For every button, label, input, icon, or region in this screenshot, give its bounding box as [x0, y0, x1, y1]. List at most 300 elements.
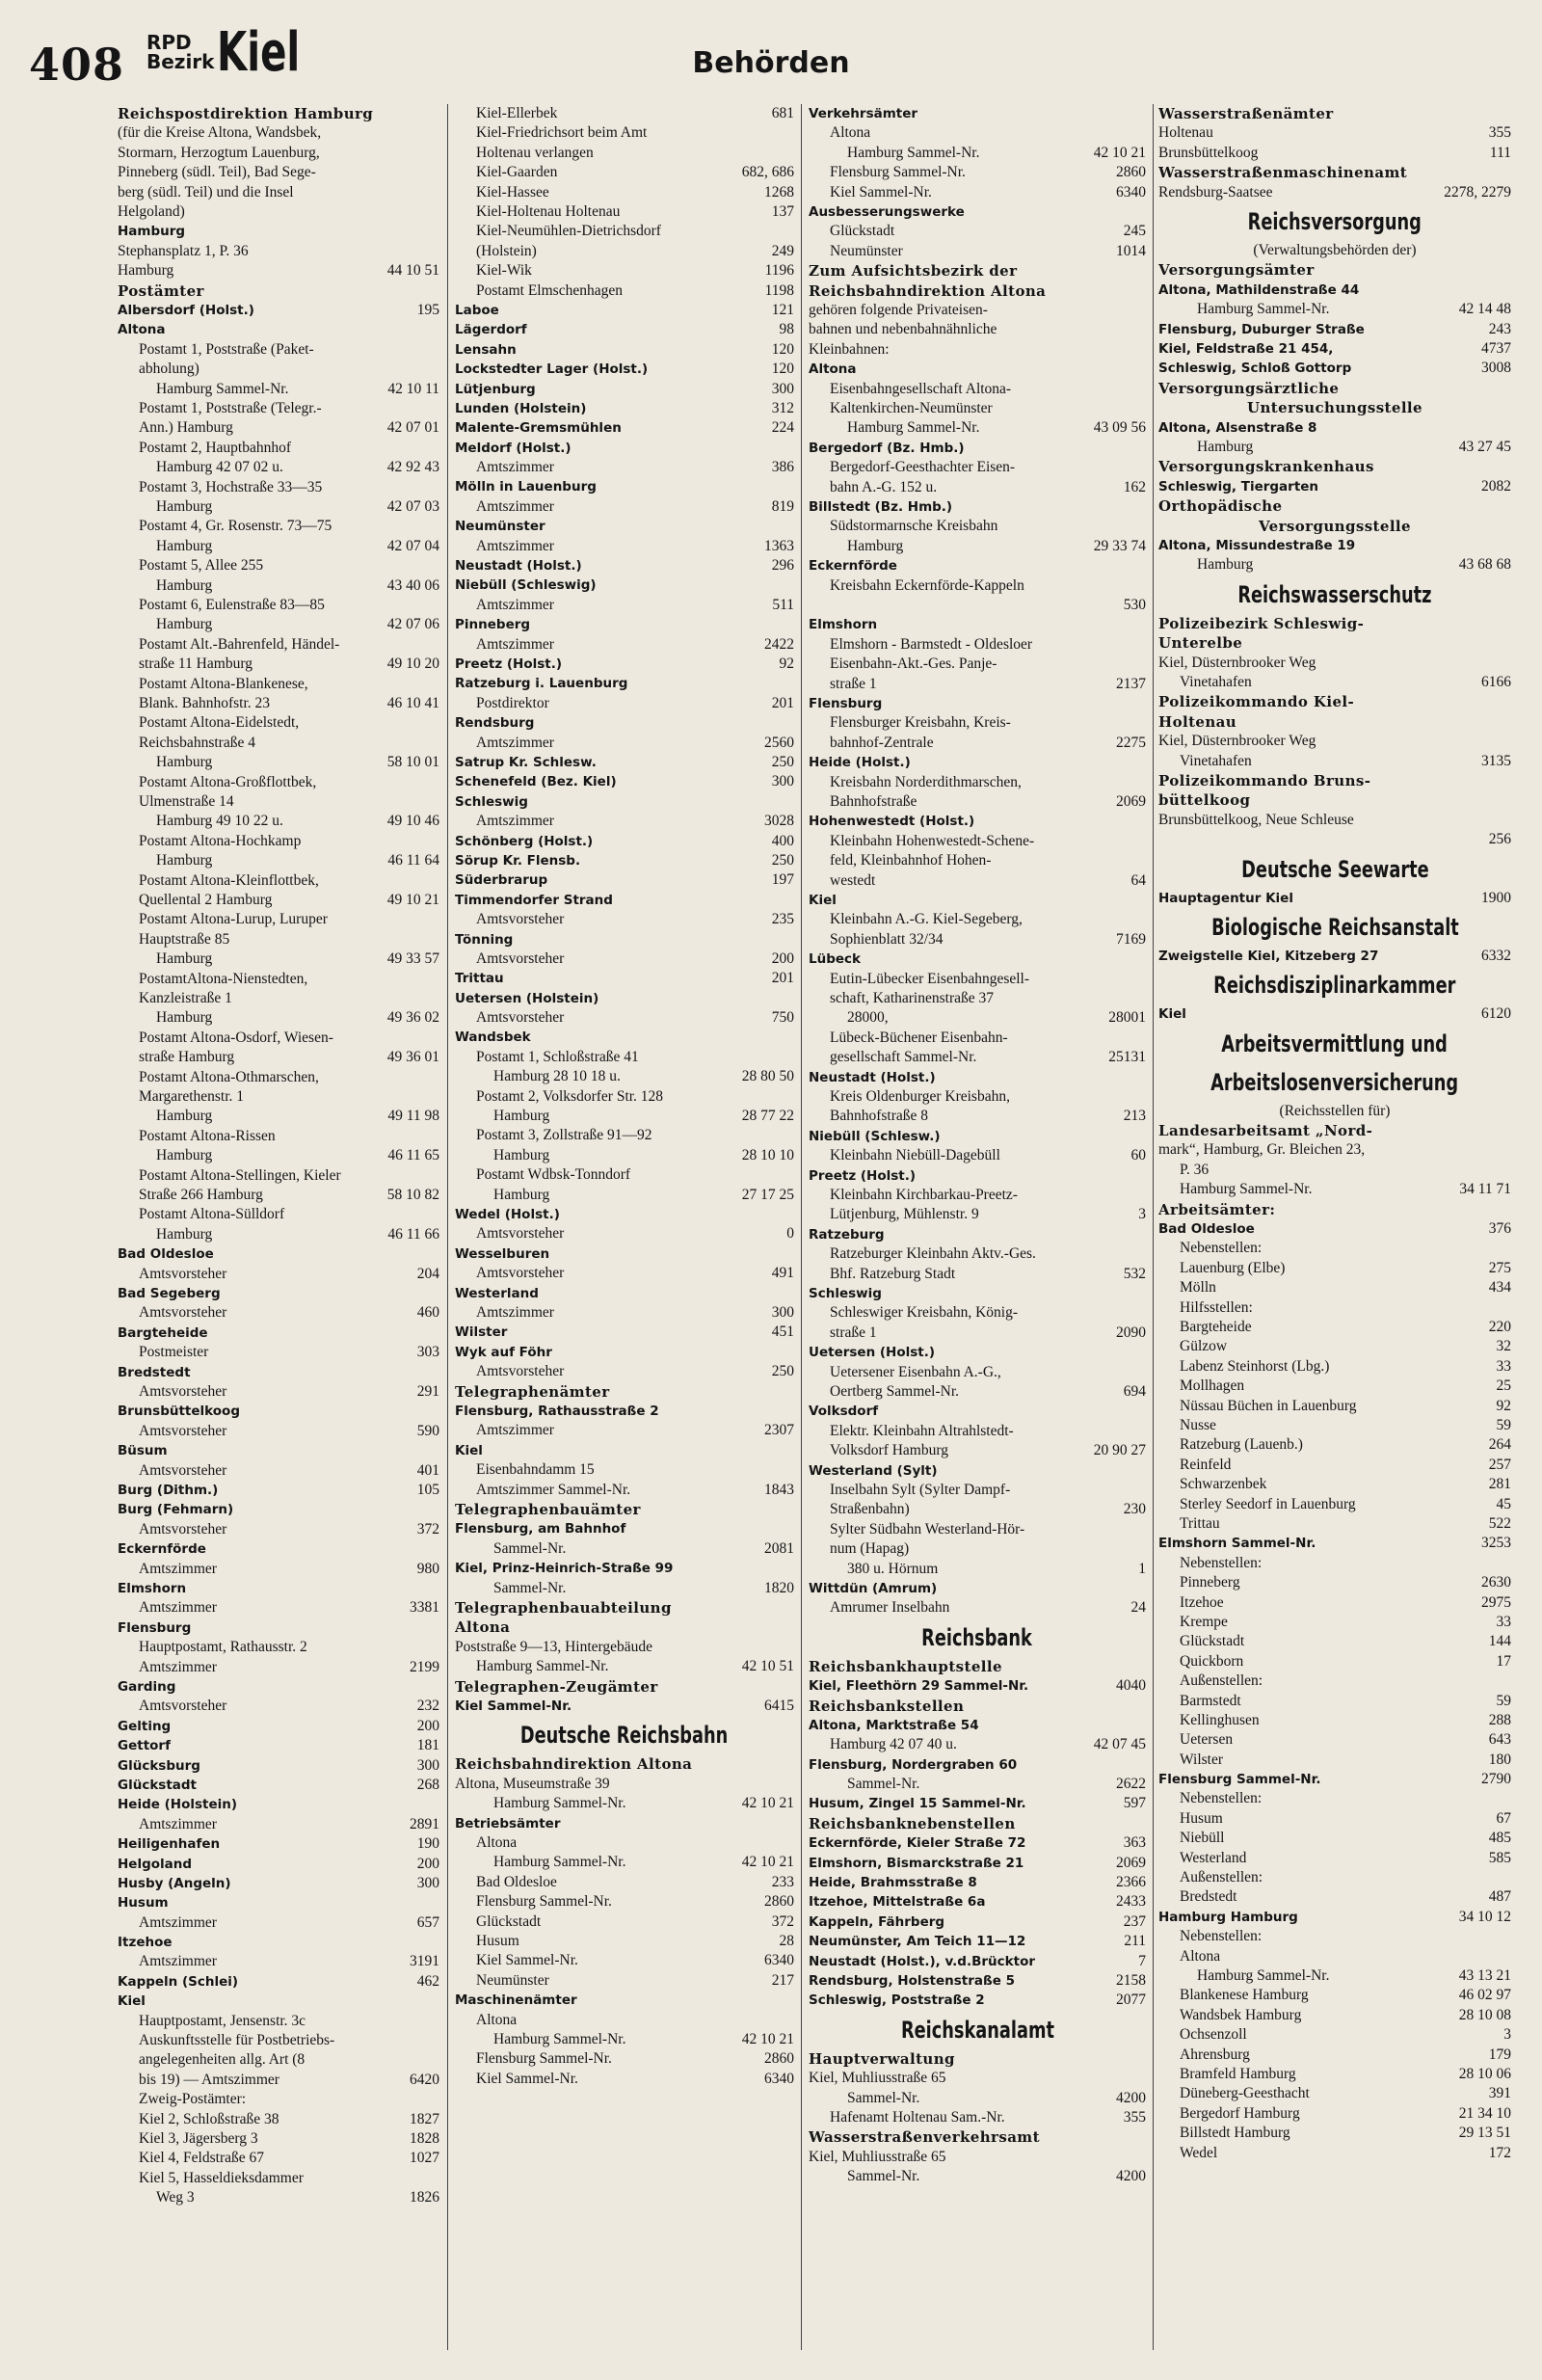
place-name: Büsum [118, 1443, 168, 1459]
listing-label: Wandsbek Hamburg [1180, 2006, 1302, 2023]
subsection-heading: Telegraphenbauabteilung [455, 1598, 672, 1617]
phone-number: 195 [416, 302, 439, 319]
listing-row [455, 1303, 794, 1323]
phone-number: 2366 [1116, 1874, 1146, 1891]
listing-label: Hamburg [156, 950, 213, 968]
listing-row [455, 989, 794, 1008]
phone-number: 530 [1123, 597, 1146, 613]
place-name: Altona, Alsenstraße 8 [1158, 419, 1317, 436]
phone-number: 1900 [1481, 889, 1511, 906]
listing-label: Flensburg Sammel-Nr. [476, 1893, 612, 1911]
listing-row [455, 596, 794, 615]
listing-row [118, 2071, 439, 2090]
listing-row [809, 1382, 1146, 1402]
phone-number [1140, 1068, 1146, 1087]
place-name: Wilster [455, 1324, 508, 1341]
listing-row [809, 1854, 1146, 1873]
phone-number: 42 07 45 [1093, 1736, 1146, 1753]
listing-label: Hamburg [156, 1225, 213, 1243]
listing-row [809, 734, 1146, 753]
listing-row [809, 1048, 1146, 1067]
listing-label: Amtszimmer [476, 1304, 554, 1322]
place-name: Zweigstelle Kiel, Kitzeberg 27 [1158, 948, 1379, 964]
phone-number [1505, 418, 1511, 438]
listing-row [455, 1186, 794, 1205]
text-line: angelegenheiten allg. Art (8 [139, 2051, 306, 2069]
phone-number: 201 [771, 970, 794, 987]
listing-label: Hamburg Sammel-Nr. [493, 1854, 626, 1871]
phone-number: 1828 [410, 2130, 439, 2148]
subsection-heading: Reichsbankhauptstelle [809, 1657, 1002, 1675]
phone-number: 487 [1488, 1888, 1511, 1906]
phone-number: 220 [1488, 1319, 1511, 1336]
phone-number [1140, 1127, 1146, 1146]
text-line: Ulmenstraße 14 [139, 793, 234, 811]
listing-label: Amtszimmer [476, 459, 554, 476]
phone-number: 21 34 10 [1458, 2104, 1511, 2122]
listing-row [455, 163, 794, 182]
listing-row [118, 949, 439, 969]
subsection-heading: büttelkoog [1158, 791, 1251, 810]
text-line: Postamt 2, Volksdorfer Str. 128 [476, 1087, 664, 1105]
listing-row [455, 1224, 794, 1243]
text-line: Altona [476, 1834, 518, 1851]
text-line: Altona [1180, 1947, 1221, 1965]
listing-row [1158, 2144, 1511, 2163]
phone-number: 58 10 82 [386, 1187, 439, 1204]
phone-number: 3 [1138, 1206, 1146, 1223]
listing-row [809, 1735, 1146, 1754]
listing-row [1158, 1435, 1511, 1455]
phone-number: 45 [1496, 1495, 1511, 1512]
phone-number: 2891 [410, 1815, 439, 1832]
listing-row [118, 1382, 439, 1402]
phone-number [788, 989, 794, 1008]
listing-row [809, 753, 1146, 772]
listing-label: Amtszimmer [139, 1599, 217, 1617]
listing-row [455, 380, 794, 399]
section-heading-text: Arbeitsvermittlung und [1221, 1030, 1449, 1057]
listing-label: Husum [1180, 1809, 1223, 1827]
place-name: Gelting [118, 1718, 172, 1734]
subsection-heading: Wasserstraßenverkehrsamt [809, 2128, 1040, 2147]
subsection-heading: Polizeibezirk Schleswig- [1158, 614, 1365, 632]
listing-row [809, 1008, 1146, 1028]
listing-row [455, 477, 794, 496]
phone-number [788, 477, 794, 496]
listing-label: Amtsvorsteher [139, 1304, 227, 1322]
text-line: Auskunftsstelle für Postbetriebs- [139, 2032, 335, 2049]
phone-number: 28001 [1108, 1009, 1146, 1027]
phone-number: 213 [1123, 1108, 1146, 1125]
phone-number: 2069 [1116, 793, 1146, 810]
listing-row [809, 1500, 1146, 1519]
text-line: Nebenstellen: [1180, 1790, 1263, 1807]
phone-number: 42 14 48 [1458, 301, 1511, 318]
listing-label: Bredstedt [1180, 1888, 1237, 1906]
phone-number: 2081 [764, 1539, 794, 1557]
phone-number: 2422 [764, 635, 794, 653]
listing-row [1158, 1711, 1511, 1730]
phone-number: 2433 [1116, 1893, 1146, 1911]
listing-label: Amtszimmer [139, 1560, 217, 1577]
listing-label: Bramfeld Hamburg [1180, 2066, 1296, 2083]
phone-number: 300 [771, 1304, 794, 1322]
place-name: Schönberg (Holst.) [455, 833, 594, 849]
listing-row [455, 772, 794, 791]
listing-label: Postdirektor [476, 694, 549, 711]
phone-number [1140, 497, 1146, 517]
text-line: Schleswiger Kreisbahn, König- [830, 1304, 1018, 1322]
listing-row [809, 1579, 1146, 1598]
place-name: Kiel [809, 892, 837, 908]
column-divider [447, 104, 448, 2350]
listing-row [1158, 1278, 1511, 1297]
listing-label: gesellschaft Sammel-Nr. [830, 1049, 977, 1066]
text-line: Stephansplatz 1, P. 36 [118, 242, 249, 259]
phone-number [1505, 281, 1511, 300]
centered-line: (Verwaltungsbehörden der) [1253, 241, 1417, 258]
phone-number: 522 [1488, 1514, 1511, 1532]
listing-row [1158, 536, 1511, 555]
phone-number: 1843 [764, 1481, 794, 1498]
place-name: Lunden (Holstein) [455, 400, 587, 416]
section-heading-text: Biologische Reichsanstalt [1210, 913, 1459, 941]
listing-row [118, 1717, 439, 1736]
listing-row [1158, 1357, 1511, 1377]
text-line: Nebenstellen: [1180, 1240, 1263, 1257]
text-line: Poststraße 9—13, Hintergebäude [455, 1638, 653, 1655]
listing-label: Mollhagen [1180, 1377, 1245, 1395]
listing-row [118, 891, 439, 910]
phone-number: 28 10 08 [1458, 2006, 1511, 2023]
phone-number: 7169 [1116, 930, 1146, 948]
subsection-heading: Holtenau [1158, 712, 1237, 731]
phone-number: 2630 [1481, 1574, 1511, 1591]
listing-row [118, 2149, 439, 2168]
listing-row [455, 1146, 794, 1165]
phone-number [788, 1519, 794, 1538]
text-line: Hauptpostamt, Rathausstr. 2 [139, 1639, 307, 1656]
listing-row [809, 242, 1146, 261]
place-name: Kiel, Feldstraße 21 454, [1158, 340, 1334, 357]
phone-number: 3008 [1481, 360, 1511, 377]
listing-label: Hamburg 49 10 22 u. [156, 813, 283, 830]
subsection-heading: Polizeikommando Kiel- [1158, 693, 1355, 711]
listing-label: Quickborn [1180, 1652, 1244, 1670]
listing-row [455, 1519, 794, 1538]
listing-row [1158, 1475, 1511, 1494]
place-name: Schleswig, Tiergarten [1158, 478, 1319, 495]
listing-label: Amtsvorsteher [476, 1225, 565, 1243]
listing-row [1158, 1456, 1511, 1475]
listing-label: Labenz Steinhorst (Lbg.) [1180, 1357, 1330, 1375]
listing-row [1158, 144, 1511, 163]
column-2 [455, 104, 794, 2365]
phone-number: 105 [416, 1482, 439, 1498]
phone-number: 43 68 68 [1458, 556, 1511, 574]
place-name: Ratzeburg i. Lauenburg [455, 676, 628, 692]
listing-label: Hamburg [118, 262, 174, 280]
listing-row [455, 832, 794, 851]
text-line: num (Hapag) [830, 1540, 910, 1558]
phone-number: 237 [1123, 1912, 1146, 1930]
text-line: Flensburger Kreisbahn, Kreis- [830, 714, 1011, 732]
subsection-heading: Unterelbe [1158, 634, 1243, 653]
listing-row [455, 2070, 794, 2089]
listing-label: Amtsvorsteher [139, 1520, 227, 1538]
place-name: Flensburg, Duburger Straße [1158, 321, 1365, 337]
listing-label: Hamburg Sammel-Nr. [493, 2030, 626, 2047]
listing-label [847, 596, 1118, 615]
phone-number: 300 [771, 773, 794, 790]
phone-number: 230 [1123, 1501, 1146, 1518]
phone-number: 6340 [764, 2070, 794, 2087]
text-line: Postamt 2, Hauptbahnhof [139, 439, 291, 456]
listing-label: Hamburg [156, 537, 213, 554]
phone-number: 59 [1496, 1692, 1511, 1709]
listing-row [809, 1775, 1146, 1794]
listing-label: Hamburg [156, 1108, 213, 1125]
listing-row [455, 575, 794, 595]
phone-number: 49 10 46 [386, 813, 439, 830]
place-name: Wyk auf Föhr [455, 1344, 552, 1360]
text-line: abholung) [139, 361, 199, 378]
phone-number: 46 10 41 [386, 695, 439, 712]
listing-row [118, 1952, 439, 1971]
phone-number: 49 33 57 [386, 950, 439, 968]
place-name: Garding [118, 1678, 176, 1695]
listing-row [118, 1343, 439, 1362]
phone-number: 144 [1488, 1633, 1511, 1650]
listing-row [118, 2110, 439, 2129]
column-divider [1153, 104, 1154, 2350]
listing-row [809, 2108, 1146, 2127]
place-name: Neumünster [455, 519, 545, 535]
centered-line: (Reichsstellen für) [1279, 1102, 1391, 1119]
phone-number: 42 10 21 [741, 1795, 794, 1812]
text-line: Postamt Altona-Osdorf, Wiesen- [139, 1029, 333, 1046]
listing-row [809, 1932, 1146, 1951]
phone-number: 2137 [1116, 675, 1146, 692]
listing-row [118, 1913, 439, 1933]
place-name: Heide (Holst.) [809, 755, 911, 771]
listing-label: Amtszimmer [476, 734, 554, 751]
text-line: Außenstellen: [1180, 1672, 1263, 1690]
listing-label: Bahnhofstraße 8 [830, 1108, 929, 1125]
listing-label: Amtszimmer [476, 596, 554, 613]
listing-label: Hamburg Sammel-Nr. [156, 380, 289, 397]
text-line: (für die Kreise Altona, Wandsbek, [118, 124, 322, 142]
phone-number: 485 [1488, 1830, 1511, 1847]
section-heading [1158, 575, 1511, 614]
phone-number: 300 [771, 380, 794, 397]
place-name: Pinneberg [455, 617, 531, 633]
listing-label: Hamburg [847, 537, 904, 554]
place-name: Schleswig [455, 793, 528, 810]
listing-row [118, 1776, 439, 1795]
listing-row [118, 1225, 439, 1244]
place-name: Kiel [455, 1442, 483, 1458]
listing-row [809, 812, 1146, 831]
listing-row [455, 1912, 794, 1932]
listing-row [455, 1205, 794, 1224]
phone-number: 1 [1138, 1560, 1146, 1577]
text-line: Kiel, Muhliusstraße 65 [809, 2070, 946, 2087]
place-name: Eckernförde [118, 1541, 206, 1558]
text-line: Elektr. Kleinbahn Altrahlstedt- [830, 1422, 1014, 1439]
listing-label: Ahrensburg [1180, 2046, 1250, 2063]
subsection-heading: Reichsbahndirektion Altona [809, 281, 1047, 300]
listing-row [118, 380, 439, 399]
listing-row [1158, 1219, 1511, 1239]
section-heading [1158, 908, 1511, 947]
phone-number: 400 [771, 832, 794, 849]
listing-row [1158, 1259, 1511, 1278]
phone-number: 28 77 22 [741, 1108, 794, 1125]
listing-row [1158, 1966, 1511, 1986]
subsection-heading: Versorgungsärztliche [1158, 379, 1340, 397]
listing-label: Kiel Sammel-Nr. [476, 1952, 578, 1969]
listing-label: Sammel-Nr. [847, 2089, 920, 2106]
section-heading-text: Deutsche Seewarte [1240, 855, 1429, 883]
listing-row [118, 1697, 439, 1716]
text-line: Postamt 3, Zollstraße 91—92 [476, 1127, 652, 1144]
listing-label: Hamburg Sammel-Nr. [847, 144, 980, 161]
phone-number: 6415 [764, 1698, 794, 1714]
listing-label: Amtszimmer [476, 635, 554, 653]
phone-number: 1827 [410, 2110, 439, 2127]
phone-number: 34 10 12 [1458, 1908, 1511, 1925]
place-name: Neustadt (Holst.) [809, 1069, 936, 1085]
listing-row [1158, 2124, 1511, 2143]
phone-number: 401 [416, 1461, 439, 1479]
phone-number: 42 10 21 [741, 1854, 794, 1871]
text-line: Kiel, Düsternbrooker Weg [1158, 654, 1316, 671]
phone-number: 181 [416, 1737, 439, 1754]
text-line: Postamt Altona-Hochkamp [139, 832, 302, 849]
phone-number: 243 [1488, 320, 1511, 337]
place-name: Itzehoe [118, 1935, 173, 1951]
listing-label: Amtszimmer [139, 1953, 217, 1970]
phone-number [1505, 536, 1511, 555]
place-name: Kiel, Prinz-Heinrich-Straße 99 [455, 1561, 674, 1577]
text-line: Altona [830, 124, 871, 142]
listing-row [455, 1559, 794, 1578]
phone-number: 2090 [1116, 1324, 1146, 1341]
section-heading-text: Arbeitslosenversicherung [1210, 1068, 1459, 1096]
text-line: Sylter Südbahn Westerland-Hör- [830, 1520, 1025, 1538]
phone-number: 120 [771, 340, 794, 358]
listing-label: straße Hamburg [139, 1049, 235, 1066]
listing-label: Uetersen [1180, 1731, 1234, 1749]
phone-number: 6420 [410, 2071, 439, 2088]
listing-row [455, 1343, 794, 1362]
place-name: Malente-Gremsmühlen [455, 420, 622, 437]
text-line: Eisenbahn-Akt.-Ges. Panje- [830, 655, 997, 673]
listing-row [809, 183, 1146, 202]
section-heading-text: Reichsversorgung [1247, 207, 1422, 235]
listing-row [455, 458, 794, 477]
phone-number [1140, 1755, 1146, 1775]
phone-number: 312 [771, 399, 794, 416]
phone-number: 42 07 01 [386, 419, 439, 437]
listing-row [1158, 2065, 1511, 2084]
phone-number: 46 11 66 [387, 1225, 439, 1243]
listing-label: Kiel 3, Jägersberg 3 [139, 2130, 258, 2148]
subsection-heading: Reichsbanknebenstellen [809, 1814, 1016, 1832]
phone-number: 2069 [1116, 1854, 1146, 1871]
listing-row [118, 1303, 439, 1323]
subsection-heading: Reichsbahndirektion Altona [455, 1755, 693, 1774]
listing-row [455, 1067, 794, 1086]
phone-number: 42 10 51 [741, 1658, 794, 1675]
phone-number: 0 [786, 1225, 794, 1243]
listing-row [455, 949, 794, 969]
text-line: Postamt Altona-Lurup, Luruper [139, 911, 328, 928]
listing-label: Postamt Elmschenhagen [476, 281, 623, 299]
listing-label: Amtszimmer [476, 813, 554, 830]
phone-number: 3028 [764, 813, 794, 830]
text-line: Helgoland) [118, 203, 185, 221]
listing-label: Reinfeld [1180, 1456, 1232, 1473]
phone-number: 25131 [1108, 1049, 1146, 1066]
phone-number: 511 [772, 596, 794, 613]
listing-row [1158, 1004, 1511, 1024]
listing-row [809, 1991, 1146, 2010]
phone-number: 2199 [410, 1658, 439, 1675]
listing-row [455, 537, 794, 556]
place-name: Gettorf [118, 1738, 171, 1754]
listing-label: Amtszimmer [139, 1658, 217, 1675]
listing-row [1158, 320, 1511, 339]
listing-row [455, 281, 794, 301]
text-line: Postamt Altona-Rissen [139, 1127, 276, 1144]
phone-number: 58 10 01 [386, 754, 439, 771]
phone-number: 300 [416, 1756, 439, 1774]
listing-label: Lauenburg (Elbe) [1180, 1259, 1286, 1276]
listing-row [455, 1794, 794, 1813]
listing-row [455, 320, 794, 339]
phone-number: 44 10 51 [386, 262, 439, 280]
listing-row [809, 1461, 1146, 1481]
listing-row [455, 694, 794, 713]
text-line: Pinneberg (südl. Teil), Bad Sege- [118, 164, 316, 181]
place-name: Heide (Holstein) [118, 1797, 238, 1813]
place-name: Flensburg, am Bahnhof [455, 1521, 626, 1538]
place-name: Westerland (Sylt) [809, 1462, 938, 1479]
place-name: Neustadt (Holst.), v.d.Brücktor [809, 1953, 1036, 1969]
listing-row [809, 1146, 1146, 1165]
phone-number: 2307 [764, 1422, 794, 1439]
listing-label: Kiel-Gaarden [476, 164, 558, 181]
section-heading-text: Reichsdisziplinarkammer [1213, 972, 1456, 1000]
text-line: Bergedorf-Geesthachter Eisen- [830, 459, 1016, 476]
listing-label: Postmeister [139, 1344, 209, 1361]
listing-row [118, 1500, 439, 1519]
text-line: Hilfsstellen: [1180, 1298, 1253, 1316]
phone-number: 2275 [1116, 734, 1146, 751]
place-name: Brunsbüttelkoog [118, 1404, 240, 1420]
listing-row [118, 812, 439, 831]
phone-number: 460 [416, 1304, 439, 1322]
listing-row [455, 497, 794, 517]
listing-row [455, 2030, 794, 2049]
listing-label: Glückstadt [830, 223, 895, 240]
listing-label: Amtsvorsteher [476, 1265, 565, 1282]
page-number: 408 [29, 39, 125, 91]
listing-row [455, 1362, 794, 1381]
